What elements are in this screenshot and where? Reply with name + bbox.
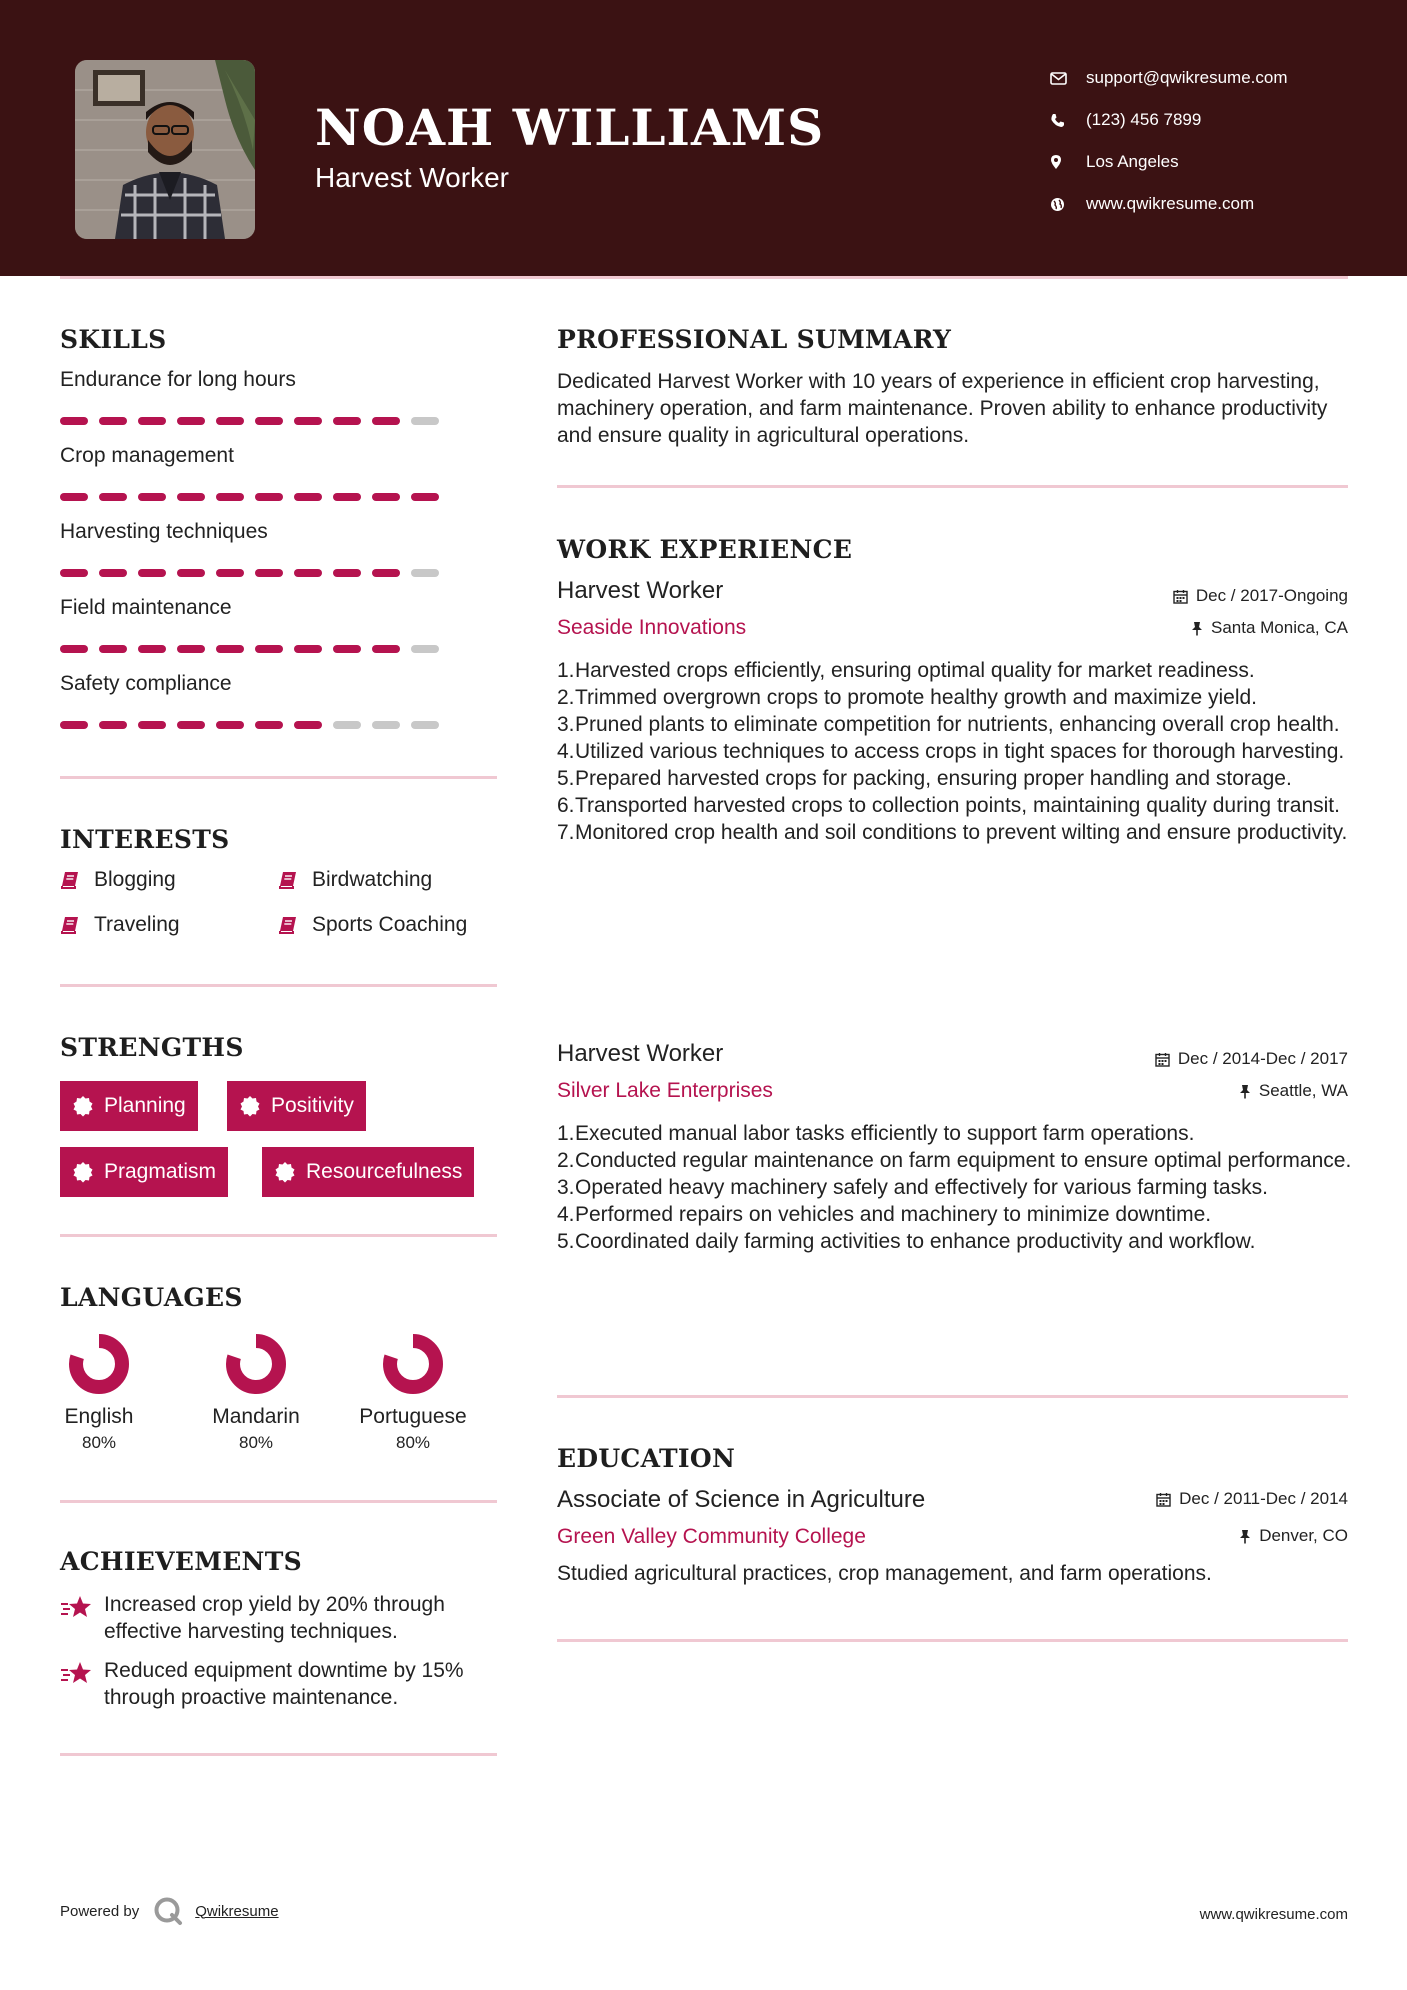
book-icon [60, 870, 94, 890]
skill-dot-filled [99, 417, 127, 425]
badge-icon [72, 1161, 104, 1183]
book-icon [278, 915, 312, 935]
skill-dot-filled [294, 645, 322, 653]
skill-dot-filled [255, 493, 283, 501]
job-bullet: 1. Executed manual labor tasks efficiently to support farm operations. [557, 1122, 1195, 1145]
job-bullets [557, 657, 1357, 846]
language-name: Portuguese [359, 1405, 467, 1428]
book-icon [60, 915, 94, 935]
skill-name: Safety compliance [60, 672, 232, 695]
contact-website-text: www.qwikresume.com [1086, 194, 1255, 213]
summary-text: Dedicated Harvest Worker with 10 years of experience in efficient crop harvesting, machinery operation, and farm maintenance. Proven ability to enhance productivity and ensure quality in agricultural operations. [557, 370, 1328, 447]
skill-dot-filled [138, 645, 166, 653]
job-bullets [557, 1120, 1357, 1255]
strength-tag [60, 1081, 198, 1131]
skill-dot-filled [177, 417, 205, 425]
languages-heading: LANGUAGES [60, 1283, 243, 1312]
calendar-icon [1173, 589, 1188, 604]
education-divider [557, 1639, 1348, 1642]
skill-dot-filled [294, 721, 322, 729]
skill-dot-filled [294, 493, 322, 501]
interest-label: Traveling [94, 913, 180, 936]
skill-dot-filled [177, 493, 205, 501]
achievements-heading: ACHIEVEMENTS [60, 1547, 302, 1576]
strength-label: Planning [104, 1094, 186, 1117]
job-bullet: 6. Transported harvested crops to collection points, maintaining quality during transit. [557, 794, 1340, 817]
job-bullet: 3. Operated heavy machinery safely and effectively for various farming tasks. [557, 1176, 1268, 1199]
strengths-heading: STRENGTHS [60, 1033, 244, 1062]
skill-rating [60, 645, 439, 653]
summary-divider [557, 485, 1348, 488]
job-bullet: 2. Conducted regular maintenance on farm equipment to ensure optimal performance. [557, 1149, 1352, 1172]
job-location-text: Seattle, WA [1258, 1081, 1348, 1100]
company-name: Silver Lake Enterprises [557, 1079, 773, 1102]
skill-dot-filled [333, 493, 361, 501]
skill-rating [60, 721, 439, 729]
skill-dot-filled [255, 569, 283, 577]
strength-label: Resourcefulness [306, 1160, 463, 1183]
pushpin-icon [1191, 621, 1203, 636]
skill-dot-filled [60, 645, 88, 653]
skill-dot-filled [99, 645, 127, 653]
star-award-icon [60, 1591, 104, 1645]
job-bullet: 1. Harvested crops efficiently, ensuring optimal quality for market readiness. [557, 659, 1255, 682]
skill-dot-filled [216, 493, 244, 501]
language-item [34, 1333, 164, 1453]
skill-dot-filled [372, 493, 400, 501]
interests-divider [60, 984, 497, 987]
candidate-title: Harvest Worker [315, 162, 509, 193]
skill-dot-filled [333, 417, 361, 425]
qwikresume-link[interactable]: Qwikresume [195, 1902, 279, 1920]
header-divider [60, 276, 1348, 279]
achievement-text: Reduced equipment downtime by 15% through proactive maintenance. [104, 1659, 464, 1709]
job-bullet: 7. Monitored crop health and soil conditions to prevent wilting and ensure productivity. [557, 821, 1348, 844]
job-bullet: 4. Performed repairs on vehicles and machinery to minimize downtime. [557, 1203, 1212, 1226]
skill-rating [60, 417, 439, 425]
skill-dot-filled [294, 569, 322, 577]
skill-dot-filled [60, 569, 88, 577]
skill-name: Crop management [60, 444, 234, 467]
achievement-text: Increased crop yield by 20% through effective harvesting techniques. [104, 1593, 445, 1643]
pushpin-icon [1239, 1084, 1251, 1099]
strengths-divider [60, 1234, 497, 1237]
skill-dot-filled [372, 645, 400, 653]
language-ring-english [68, 1333, 130, 1395]
language-percent: 80% [81, 1433, 117, 1452]
experience-heading: WORK EXPERIENCE [557, 535, 853, 564]
globe-icon [1050, 197, 1086, 212]
skill-dot-filled [372, 417, 400, 425]
contact-email[interactable] [1050, 57, 1380, 99]
profile-photo [75, 60, 255, 239]
job-bullet: 2. Trimmed overgrown crops to promote healthy growth and maximize yield. [557, 686, 1257, 709]
skill-dot-filled [60, 417, 88, 425]
skill-dot-filled [60, 493, 88, 501]
job-bullet: 5. Coordinated daily farming activities to enhance productivity and workflow. [557, 1230, 1256, 1253]
education-location-text: Denver, CO [1259, 1526, 1348, 1545]
skill-rating [60, 493, 439, 501]
skill-dot-filled [411, 493, 439, 501]
language-item [191, 1333, 321, 1453]
company-name: Seaside Innovations [557, 616, 747, 639]
education-location [1239, 1526, 1348, 1546]
strength-tag [227, 1081, 366, 1131]
skill-dot-filled [138, 493, 166, 501]
badge-icon [274, 1161, 306, 1183]
interests-heading: INTERESTS [60, 825, 230, 854]
school-name: Green Valley Community College [557, 1525, 866, 1548]
language-item [348, 1333, 478, 1453]
strength-tag [60, 1147, 228, 1197]
book-icon [278, 870, 312, 890]
footer-powered-by [60, 1896, 279, 1926]
job-dates [1155, 1049, 1348, 1069]
contact-website[interactable] [1050, 183, 1380, 225]
interest-label: Blogging [94, 868, 176, 891]
skill-dot-filled [138, 569, 166, 577]
achievement-item [60, 1591, 500, 1645]
envelope-icon [1050, 72, 1086, 85]
interest-item [60, 868, 176, 892]
skill-dot-filled [294, 417, 322, 425]
skill-dot-filled [255, 721, 283, 729]
contact-location [1050, 141, 1380, 183]
experience-divider [557, 1395, 1348, 1398]
skill-dot-filled [60, 721, 88, 729]
powered-by-text: Powered by [60, 1902, 140, 1920]
skill-rating [60, 569, 439, 577]
language-percent: 80% [238, 1433, 274, 1452]
achievement-item [60, 1657, 500, 1711]
pushpin-icon [1239, 1529, 1251, 1544]
job-title: Harvest Worker [557, 577, 724, 604]
language-percent: 80% [395, 1433, 431, 1452]
skill-dot-filled [138, 417, 166, 425]
skill-dot-empty [372, 721, 400, 729]
skill-dot-filled [216, 417, 244, 425]
badge-icon [239, 1095, 271, 1117]
phone-icon [1050, 113, 1086, 128]
education-heading: EDUCATION [557, 1444, 736, 1473]
summary-heading: PROFESSIONAL SUMMARY [557, 325, 952, 354]
job-bullet: 5. Prepared harvested crops for packing, ensuring proper handling and storage. [557, 767, 1292, 790]
calendar-icon [1155, 1052, 1170, 1067]
contact-list [1050, 57, 1380, 225]
job-dates-text: Dec / 2017-Ongoing [1195, 586, 1348, 605]
resume-header [0, 0, 1407, 276]
skill-dot-filled [177, 721, 205, 729]
language-name: English [64, 1405, 134, 1428]
skill-name: Harvesting techniques [60, 520, 268, 543]
education-description: Studied agricultural practices, crop management, and farm operations. [557, 1562, 1212, 1585]
calendar-icon [1156, 1492, 1171, 1507]
contact-email-text: support@qwikresume.com [1086, 68, 1288, 87]
interest-item [278, 913, 467, 937]
education-dates-text: Dec / 2011-Dec / 2014 [1179, 1489, 1348, 1508]
skill-dot-filled [177, 569, 205, 577]
contact-phone-text: (123) 456 7899 [1086, 110, 1202, 129]
skill-dot-empty [333, 721, 361, 729]
job-bullet: 4. Utilized various techniques to access crops in tight spaces for thorough harvesting. [557, 740, 1345, 763]
skill-dot-empty [411, 645, 439, 653]
achievements-divider [60, 1753, 497, 1756]
job-location [1191, 618, 1348, 638]
education-dates [1156, 1489, 1348, 1509]
skill-dot-empty [411, 721, 439, 729]
interest-item [60, 913, 180, 937]
star-award-icon [60, 1657, 104, 1711]
interest-label: Birdwatching [312, 868, 433, 891]
degree-title: Associate of Science in Agriculture [557, 1486, 926, 1513]
strength-label: Positivity [271, 1094, 354, 1117]
candidate-name: NOAH WILLIAMS [315, 98, 825, 157]
skill-dot-filled [216, 721, 244, 729]
badge-icon [72, 1095, 104, 1117]
skills-divider [60, 776, 497, 779]
skill-dot-filled [99, 721, 127, 729]
language-name: Mandarin [212, 1405, 300, 1428]
contact-phone[interactable] [1050, 99, 1380, 141]
footer-url[interactable]: www.qwikresume.com [1199, 1906, 1348, 1923]
skill-dot-filled [138, 721, 166, 729]
skill-dot-filled [216, 645, 244, 653]
qwikresume-logo-icon [153, 1896, 183, 1926]
job-location [1239, 1081, 1348, 1101]
interest-label: Sports Coaching [312, 913, 468, 936]
language-ring-portuguese [382, 1333, 444, 1395]
skill-dot-filled [99, 493, 127, 501]
job-bullet: 3. Pruned plants to eliminate competition for nutrients, enhancing overall crop health. [557, 713, 1340, 736]
strength-tag [262, 1147, 474, 1197]
skill-dot-empty [411, 569, 439, 577]
skill-dot-filled [255, 645, 283, 653]
strength-label: Pragmatism [104, 1160, 217, 1183]
location-pin-icon [1050, 154, 1086, 170]
language-ring-mandarin [225, 1333, 287, 1395]
skill-dot-empty [411, 417, 439, 425]
job-dates [1173, 586, 1348, 606]
skill-name: Endurance for long hours [60, 368, 296, 391]
skill-dot-filled [333, 645, 361, 653]
job-dates-text: Dec / 2014-Dec / 2017 [1177, 1049, 1348, 1068]
skill-dot-filled [372, 569, 400, 577]
skill-dot-filled [216, 569, 244, 577]
interest-item [278, 868, 432, 892]
skill-dot-filled [255, 417, 283, 425]
contact-location-text: Los Angeles [1086, 152, 1179, 171]
skills-heading: SKILLS [60, 325, 167, 354]
job-title: Harvest Worker [557, 1040, 724, 1067]
skill-dot-filled [99, 569, 127, 577]
skill-dot-filled [333, 569, 361, 577]
job-location-text: Santa Monica, CA [1210, 618, 1348, 637]
languages-divider [60, 1500, 497, 1503]
skill-dot-filled [177, 645, 205, 653]
skill-name: Field maintenance [60, 596, 232, 619]
